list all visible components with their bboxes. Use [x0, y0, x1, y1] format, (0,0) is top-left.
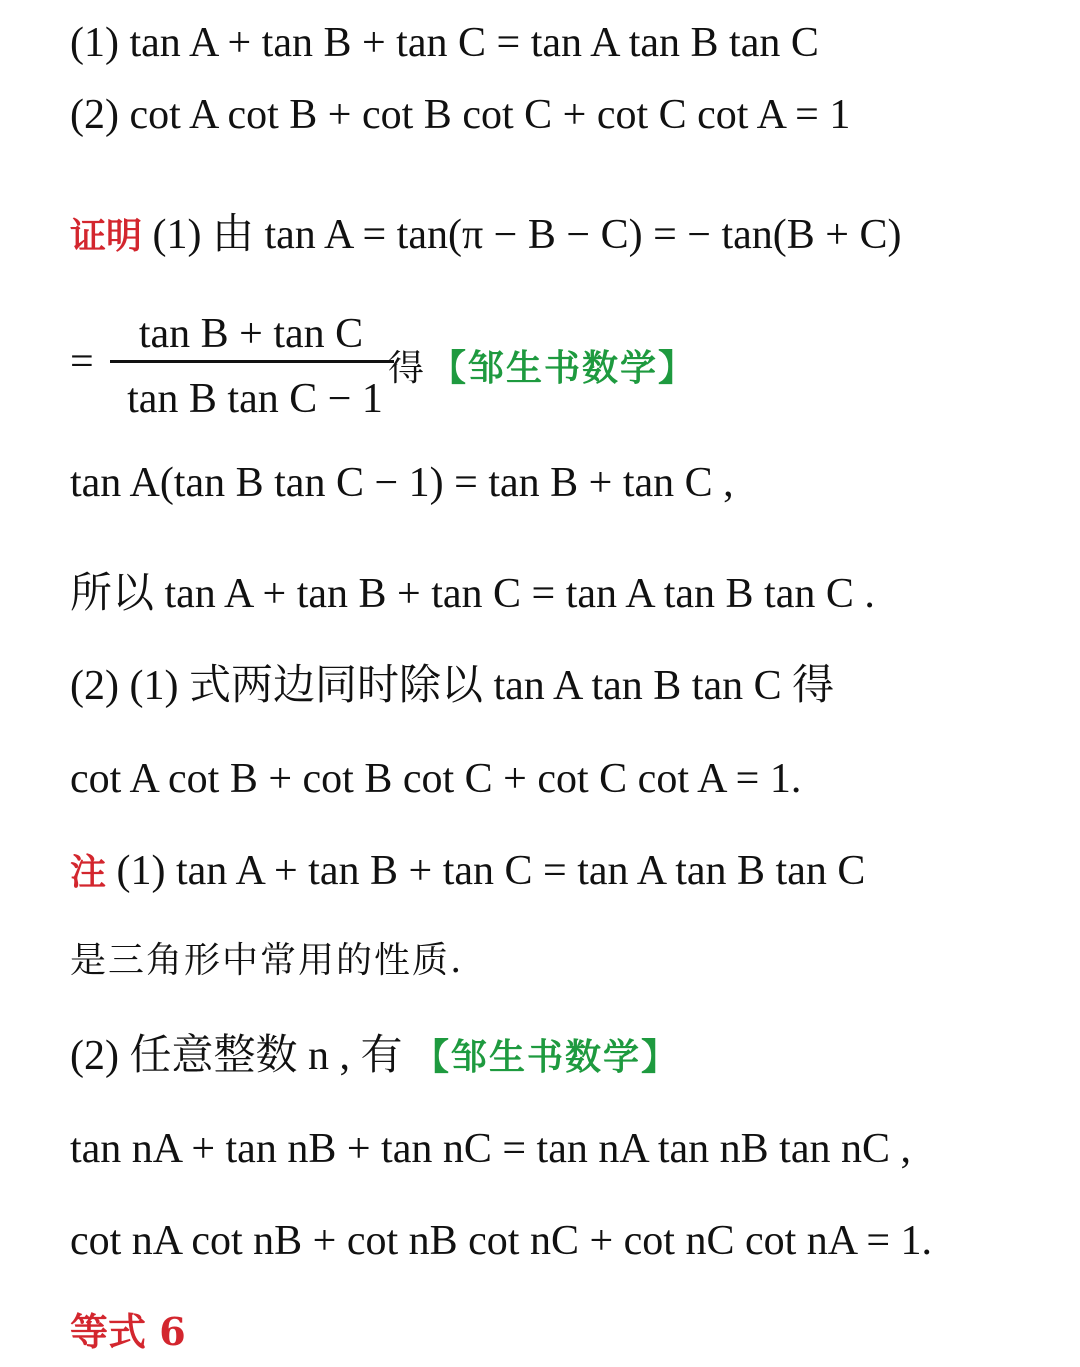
fraction-tail [388, 340, 696, 391]
note-2: (2) 任意整数 n , 有 [70, 1033, 403, 1079]
note-line [70, 850, 865, 892]
de-text: 得 [388, 348, 427, 389]
note-2-line [70, 1035, 679, 1077]
step-1: tan A(tan B tan C − 1) = tan B + tan C , [70, 460, 734, 506]
fraction-line [70, 300, 970, 430]
proof-intro: (1) 由 tan A = tan(π − B − C) = − tan(B + C) [142, 212, 902, 258]
fraction-bar [110, 360, 394, 363]
part-2-line: (2) (1) 式两边同时除以 tan A tan B tan C 得 [70, 663, 835, 709]
fraction-denominator: tan B tan C − 1 [127, 376, 383, 422]
general-cot-identity: cot nA cot nB + cot nB cot nC + cot nC cot nA = 1. [70, 1218, 933, 1264]
therefore-line: 所以 tan A + tan B + tan C = tan A tan B tan C . [70, 571, 875, 617]
general-tan-identity: tan nA + tan nB + tan nC = tan nA tan nB tan nC , [70, 1126, 912, 1172]
note-label: 注 [70, 851, 107, 893]
result-2: cot A cot B + cot B cot C + cot C cot A = 1. [70, 756, 802, 802]
watermark-2: 【邹生书数学】 [412, 1036, 679, 1078]
equation-2: (2) cot A cot B + cot B cot C + cot C cot A = 1 [70, 92, 851, 138]
note-1: (1) tan A + tan B + tan C = tan A tan B tan C [106, 848, 866, 894]
fraction-equals: = [70, 339, 94, 385]
note-1-tail: 是三角形中常用的性质. [70, 940, 464, 981]
section-title: 等式 6 [70, 1309, 186, 1354]
equation-1: (1) tan A + tan B + tan C = tan A tan B tan C [70, 20, 819, 66]
proof-intro-line [70, 214, 901, 256]
watermark-1: 【邹生书数学】 [430, 347, 697, 389]
proof-label: 证明 [70, 215, 143, 257]
fraction-numerator: tan B + tan C [138, 311, 364, 357]
